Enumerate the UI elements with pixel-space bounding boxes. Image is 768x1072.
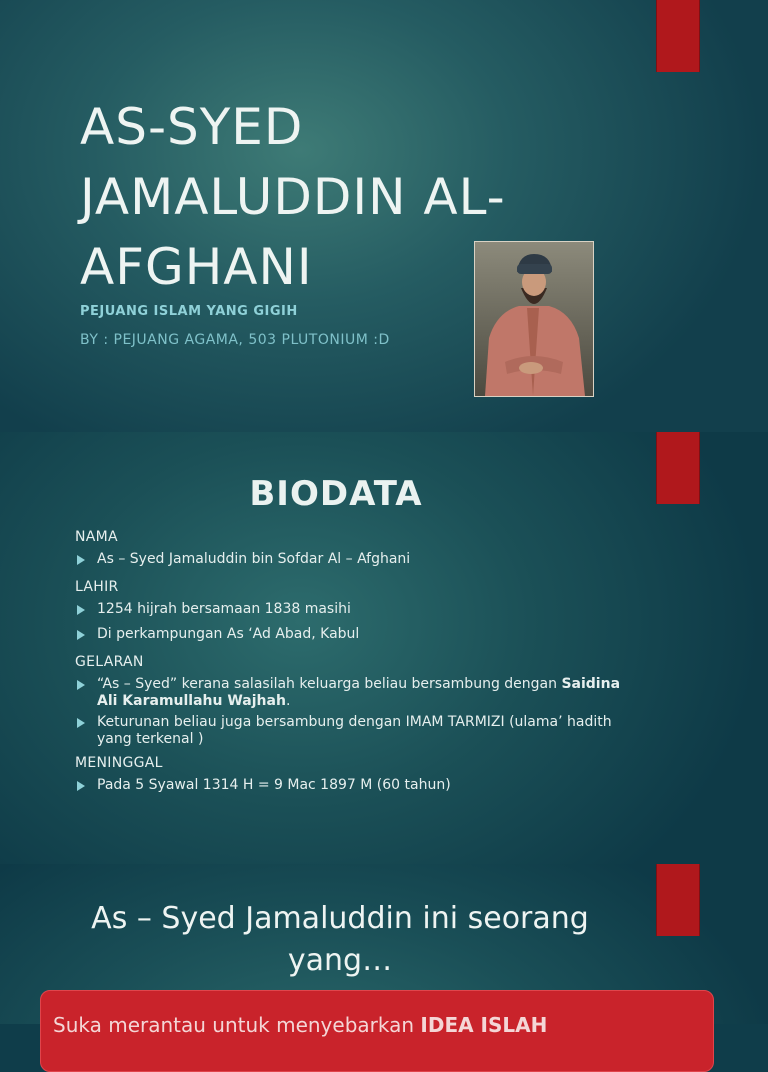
label-gelaran: GELARAN xyxy=(75,654,144,670)
bullet-arrow-icon xyxy=(77,781,85,791)
bullet-arrow-icon xyxy=(77,630,85,640)
lahir-date: 1254 hijrah bersamaan 1838 masihi xyxy=(97,601,351,617)
bullet-arrow-icon xyxy=(77,718,85,728)
highlight-text xyxy=(53,1013,547,1037)
lahir-place: Di perkampungan As ‘Ad Abad, Kabul xyxy=(97,626,360,642)
gelaran-end: . xyxy=(285,693,291,709)
list-item xyxy=(75,551,635,572)
label-meninggal: MENINGGAL xyxy=(75,755,163,771)
title-line-1: AS-SYED xyxy=(80,98,304,156)
slide-subtitle: PEJUANG ISLAM YANG GIGIH xyxy=(80,304,298,319)
accent-bar xyxy=(656,864,700,936)
list-item xyxy=(75,626,635,647)
biodata-list xyxy=(75,526,635,802)
bullet-arrow-icon xyxy=(77,680,85,690)
slide-byline: BY : PEJUANG AGAMA, 503 PLUTONIUM :D xyxy=(80,332,390,348)
accent-bar xyxy=(656,0,700,72)
heading-line-2: yang… xyxy=(287,943,393,978)
gelaran-bold: Saidina Ali Karamullahu Wajhah xyxy=(97,676,621,709)
description-slide xyxy=(0,864,768,1037)
gelaran-lineage: Keturunan beliau juga bersambung dengan IMAM TARMIZI (ulama’ hadith yang terkenal ) xyxy=(97,714,612,747)
nama-text: As – Syed Jamaluddin bin Sofdar Al – Afghani xyxy=(97,551,411,567)
bullet-arrow-icon xyxy=(77,605,85,615)
title-line-3: AFGHANI xyxy=(80,238,313,296)
highlight-bold: IDEA ISLAH xyxy=(420,1013,548,1037)
highlight-plain: Suka merantau untuk menyebarkan xyxy=(53,1013,415,1037)
meninggal-date: Pada 5 Syawal 1314 H = 9 Mac 1897 M (60 tahun) xyxy=(97,777,451,793)
biodata-slide xyxy=(0,432,768,864)
gelaran-text: “As – Syed” kerana salasilah keluarga beliau bersambung dengan xyxy=(97,676,557,692)
list-item xyxy=(75,777,635,798)
title-line-2: JAMALUDDIN AL- xyxy=(80,168,506,226)
heading-line-1: As – Syed Jamaluddin ini seorang xyxy=(91,901,589,936)
label-lahir: LAHIR xyxy=(75,579,119,595)
portrait-photo xyxy=(474,241,594,397)
label-nama: NAMA xyxy=(75,529,118,545)
bullet-arrow-icon xyxy=(77,555,85,565)
biodata-heading: BIODATA xyxy=(249,474,423,514)
title-slide xyxy=(0,0,768,432)
list-item xyxy=(75,676,635,710)
list-item xyxy=(75,714,635,748)
list-item xyxy=(75,601,635,622)
portrait-illustration xyxy=(475,242,593,396)
description-heading xyxy=(40,898,640,982)
highlight-box xyxy=(40,990,714,1072)
